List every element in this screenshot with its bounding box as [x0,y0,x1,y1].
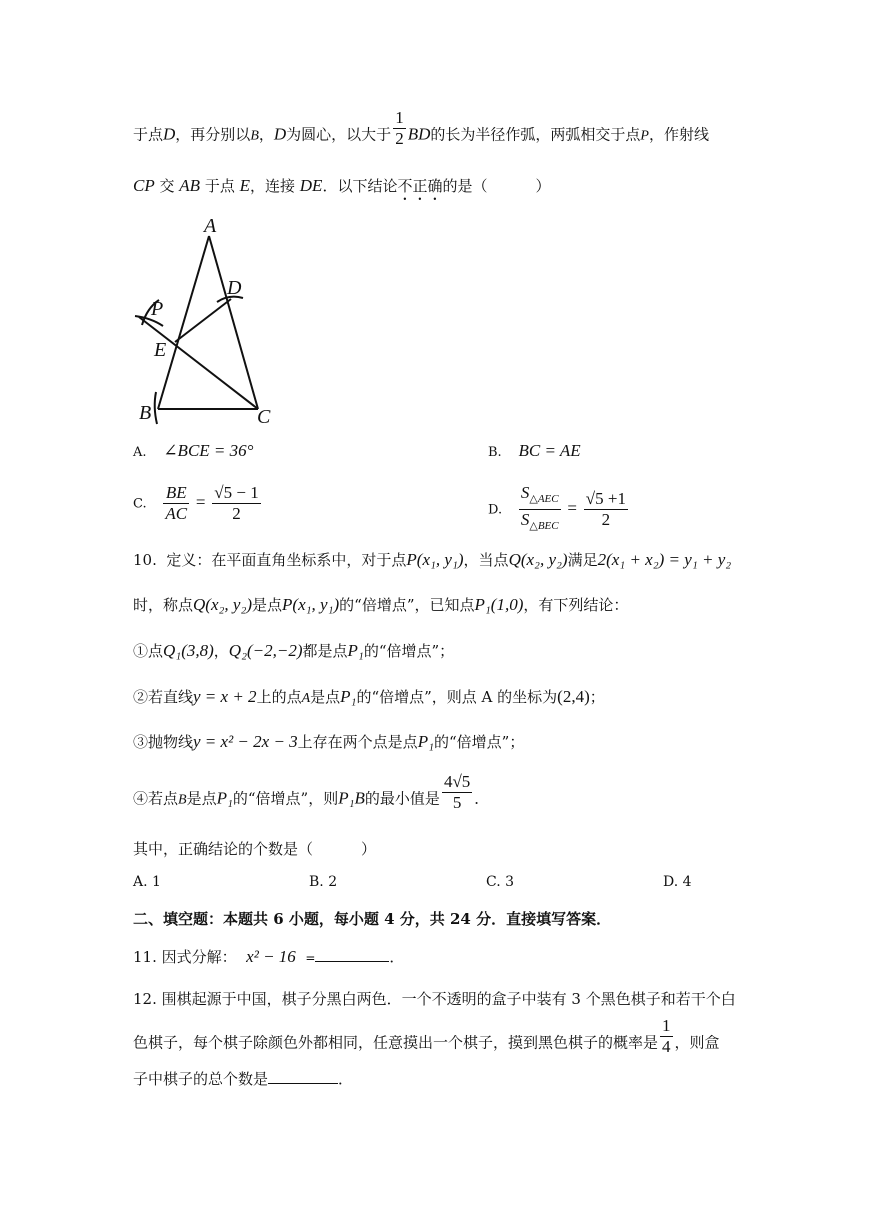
side-AC [209,236,258,409]
label-A: A [204,215,217,237]
q12-line-2: 色棋子，每个棋子除颜色外都相同，任意摸出一个棋子，摸到黑色棋子的概率是 $\frac{1}{4}$ ，则盒 [133,1016,720,1056]
ray-CP [139,317,258,409]
label-E: E [154,339,167,361]
label-P: P [151,298,164,320]
q9-line-1: 于点D，再分别以B，D为圆心，以大于 $\frac{1}{2}$ BD的长为半径作弧，两弧相交于点P，作射线 [133,108,709,148]
triangle-figure [133,212,278,434]
q10-option-d: D. 4 [663,874,692,890]
q12-line-3: 子中棋子的总个数是 ． [133,1070,354,1088]
q10-ask: 其中，正确结论的个数是（ ） [133,840,377,858]
arc-at-B [155,392,157,424]
q9-line-2: CP 交 AB 于点 E，连接 DE．以下结论不正确的是（ ） [133,176,551,195]
section-heading: 二、填空题：本题共 6 小题，每小题 4 分，共 24 分．直接填写答案． [133,910,612,928]
q11: 11. 因式分解： x² − 16 = ． [133,947,405,966]
q10-line-1: 10. 定义：在平面直角坐标系中，对于点P(x₁, y₁)，当点Q(x₂, y₂)满足2(x₁ + x₂) = y₁ + y₂ [133,550,732,569]
q9-option-c: C. $\frac{BE}{AC}$ = $\frac{√5 - 1}{2}$ [133,483,259,523]
label-D: D [227,277,242,299]
q9-option-a: A. ∠BCE = 36° [133,441,254,460]
answer-blank[interactable] [315,947,389,962]
q9-option-d: D. $\frac{S_{\triangle AEC}}{S_{\triangle BEC}}$ = $\frac{√5 +1}{2}$ [488,483,626,532]
q9-option-b: B. BC = AE [488,441,581,460]
q10-option-a: A. 1 [133,874,161,890]
emphasized-text: 不正确 [397,177,443,195]
answer-blank[interactable] [268,1069,338,1084]
fraction-half: $\frac{1}{2}$ [395,108,404,148]
label-C: C [257,406,271,428]
q10-statement-2: ②若直线y = x + 2上的点A是点P₁的“倍增点”，则点 A 的坐标为(2,4)； [133,687,605,706]
label-B: B [139,402,152,424]
q10-statement-4: ④若点B是点P₁的“倍增点”，则P₁B的最小值是 $\frac{4√5}{5}$ ． [133,772,490,812]
q10-option-b: B. 2 [309,874,338,890]
q12-line-1: 12. 围棋起源于中国，棋子分黑白两色．一个不透明的盒子中装有 3 个黑色棋子和若干个白 [133,990,736,1008]
q10-line-2: 时，称点Q(x₂, y₂)是点P(x₁, y₁)的“倍增点”，已知点P₁(1,0)，有下列结论： [133,595,629,614]
q10-statement-1: ①点Q₁(3,8)，Q₂(−2,−2)都是点P₁的“倍增点”； [133,641,455,660]
q10-option-c: C. 3 [486,874,515,890]
q10-statement-3: ③抛物线y = x² − 2x − 3上存在两个点是点P₁的“倍增点”； [133,732,525,751]
